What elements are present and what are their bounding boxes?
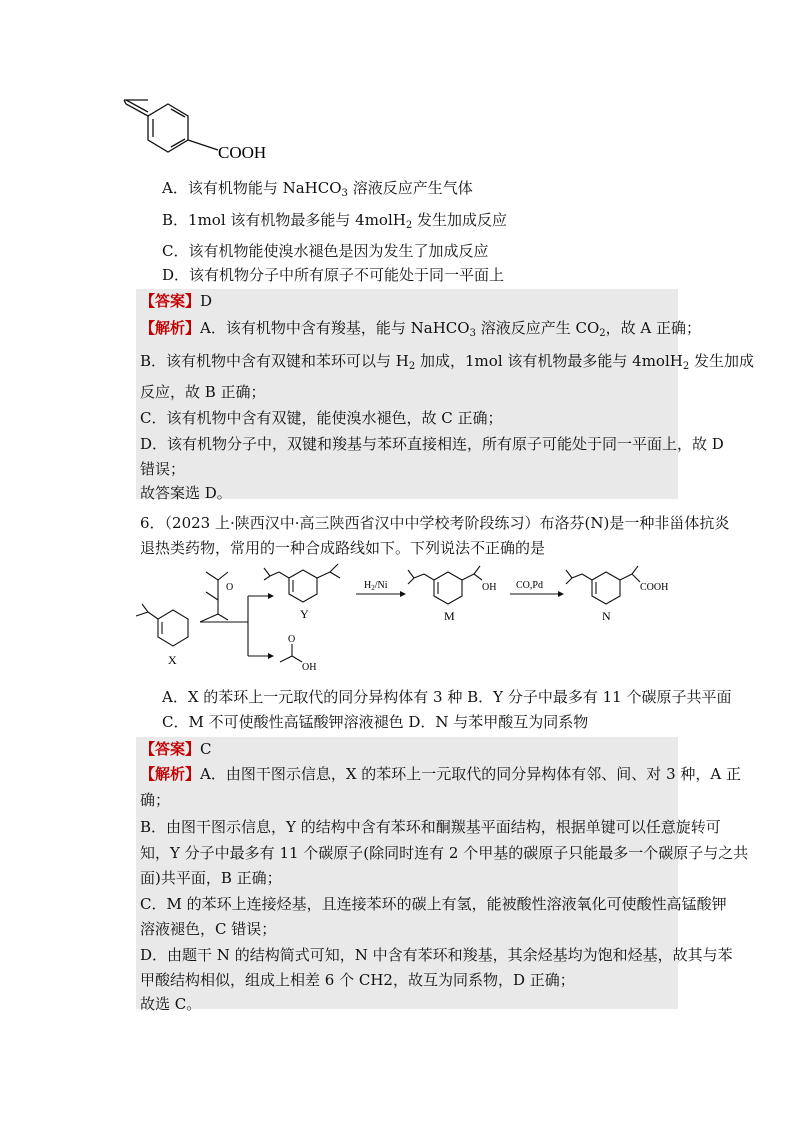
q5-analysis-line3: 反应，故 B 正确； [140,383,266,401]
q6-analysis-line4: 知，Y 分子中最多有 11 个碳原子(除同时连有 2 个甲基的碳原子只能最多一个碳原子与之共 [140,844,749,862]
byproduct-oh: OH [302,662,317,673]
q6-answer: 【答案】C [140,740,212,758]
label-n: N [602,609,611,623]
label-x: X [168,653,177,667]
q6-stem-line1: 6．（2023 上·陕西汉中·高三陕西省汉中中学校考阶段练习）布洛芬(N)是一种非甾体抗炎 [140,514,730,532]
reagent-h2-ni: $H_2/Ni$ [364,580,388,592]
q6-options-ab[interactable]: A．X 的苯环上一元取代的同分异构体有 3 种 B．Y 分子中最多有 11 个碳原子共平面 [162,688,732,706]
byproduct-o: O [288,634,296,645]
q5-analysis-line6: 错误； [140,460,186,478]
q6-analysis-line1: 【解析】A．由图干图示信息，X 的苯环上一元取代的同分异构体有邻、间、对 3 种，A 正 [140,765,741,783]
q6-analysis-line6: C．M 的苯环上连接烃基，且连接苯环的碳上有氢，能被酸性溶液氧化可使酸性高锰酸钾 [140,895,727,913]
q6-options-cd[interactable]: C．M 不可使酸性高锰酸钾溶液褪色 D．N 与苯甲酸互为同系物 [162,713,589,731]
q5-answer: 【答案】D [140,292,213,310]
q6-stem-line2: 退热类药物，常用的一种合成路线如下。下列说法不正确的是 [140,539,546,557]
q6-analysis-line10: 故选 C。 [140,995,202,1013]
q6-analysis-line3: B．由图干图示信息，Y 的结构中含有苯环和酮羰基平面结构，根据单键可以任意旋转可 [140,818,721,836]
cooh-label: COOH [218,143,267,162]
q6-analysis-line9: 甲酸结构相似，组成上相差 6 个 CH2，故互为同系物，D 正确； [140,971,575,989]
q5-option-b[interactable]: B．1mol 该有机物最多能与 4molH$_2$ 发生加成反应 [162,211,507,231]
q6-analysis-line8: D．由题干 N 的结构简式可知，N 中含有苯环和羧基，其余烃基均为饱和烃基，故其与苯 [140,946,733,964]
q5-analysis-line5: D．该有机物分子中，双键和羧基与苯环直接相连，所有原子可能处于同一平面上，故 D [140,435,724,453]
m-oh-label: OH [482,582,497,593]
q5-option-a[interactable]: A．该有机物能与 NaHCO$_3$ 溶液反应产生气体 [162,179,473,199]
q6-analysis-line5: 面)共平面，B 正确； [140,869,282,887]
label-m: M [444,609,455,623]
q5-analysis-line2: B．该有机物中含有双键和苯环可以与 $H_2$ 加成，1mol 该有机物最多能与 4molH$_2$ 发生加成 [140,352,754,372]
q5-analysis-line4: C．该有机物中含有双键，能使溴水褪色，故 C 正确； [140,409,503,427]
q5-analysis-line7: 故答案选 D。 [140,484,232,502]
anhydride-o: O [226,582,234,593]
q6-analysis-line2: 确； [140,791,171,809]
synthesis-scheme [118,560,698,680]
q5-analysis-line1: 【解析】A．该有机物中含有羧基，能与 NaHCO$_3$ 溶液反应产生 $CO_2$，故 A 正确； [140,319,701,339]
structure-vinylbenzoic-acid [118,92,298,172]
q5-option-c[interactable]: C．该有机物能使溴水褪色是因为发生了加成反应 [162,242,489,260]
reagent-co-pd: CO,Pd [516,580,543,591]
q6-analysis-line7: 溶液褪色，C 错误； [140,920,277,938]
q5-option-d[interactable]: D．该有机物分子中所有原子不可能处于同一平面上 [162,266,505,284]
n-cooh-label: COOH [640,582,669,593]
label-y: Y [300,607,309,621]
